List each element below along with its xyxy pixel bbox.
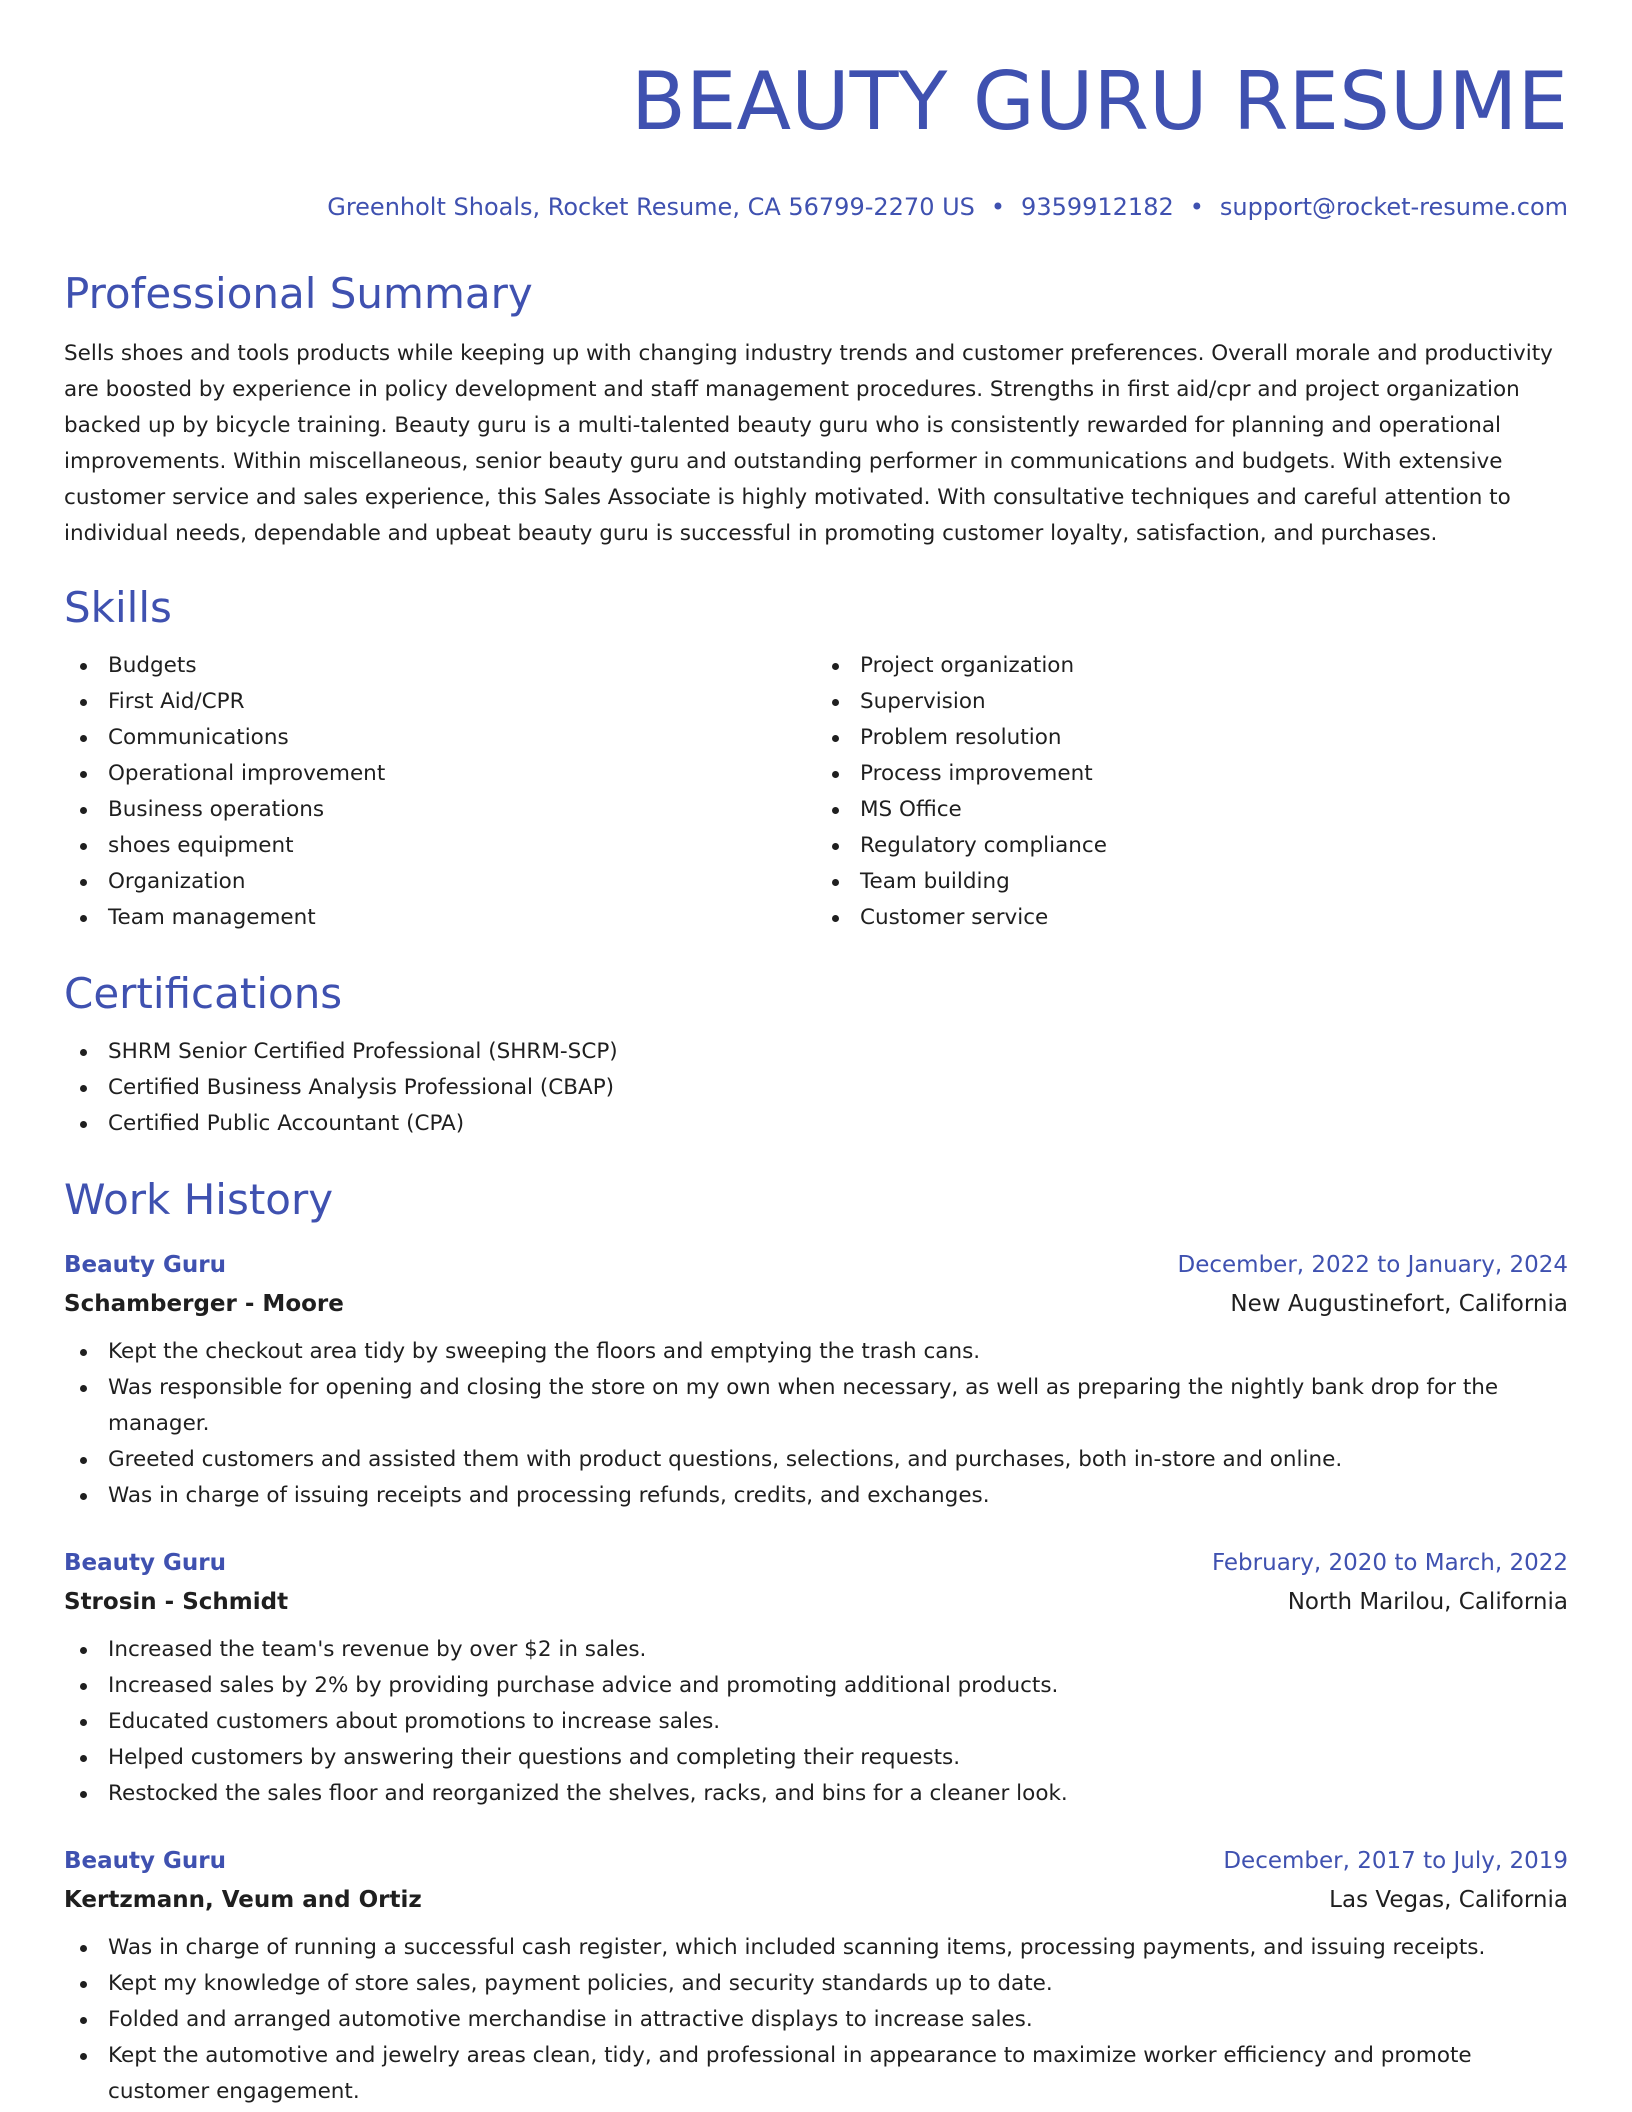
skill-item: Business operations — [108, 792, 816, 828]
job-duties-list — [64, 1334, 1568, 1514]
resume-header — [64, 0, 1568, 224]
summary-heading: Professional Summary — [64, 269, 533, 318]
job-duty-item: Was in charge of running a successful cash register, which included scanning items, processing payments, and issuing receipts. — [108, 1930, 1568, 1966]
job-duty-item: Restocked the sales floor and reorganized the shelves, racks, and bins for a cleaner look. — [108, 1776, 1568, 1812]
job-location: North Marilou, California — [1287, 1589, 1568, 1615]
skill-item: Supervision — [860, 684, 1568, 720]
job-duty-item: Educated customers about promotions to increase sales. — [108, 1704, 1568, 1740]
skill-item: First Aid/CPR — [108, 684, 816, 720]
skills-columns — [64, 648, 1568, 936]
skill-item: Organization — [108, 864, 816, 900]
job-duty-item: Increased the team's revenue by over $2 in sales. — [108, 1632, 1568, 1668]
skill-item: Operational improvement — [108, 756, 816, 792]
skill-item: Project organization — [860, 648, 1568, 684]
contact-line — [64, 190, 1568, 224]
job-duty-item: Was responsible for opening and closing the store on my own when necessary, as well as preparing the nightly bank drop for the manager. — [108, 1370, 1568, 1442]
skill-item: Communications — [108, 720, 816, 756]
skill-item: Regulatory compliance — [860, 828, 1568, 864]
skill-item: Team management — [108, 900, 816, 936]
work-history-list — [64, 1246, 1568, 2110]
job-employer-row — [64, 1880, 1568, 1920]
skills-list-left — [64, 648, 816, 936]
job-title-row — [64, 1544, 1568, 1582]
contact-separator: • — [990, 193, 1006, 221]
job-location: New Augustinefort, California — [1230, 1291, 1568, 1317]
resume-name: BEAUTY GURU RESUME — [630, 55, 1568, 148]
job-entry — [64, 1842, 1568, 2110]
job-duty-item: Folded and arranged automotive merchandise in attractive displays to increase sales. — [108, 2002, 1568, 2038]
work-history-heading: Work History — [64, 1175, 334, 1224]
skill-item: MS Office — [860, 792, 1568, 828]
contact-phone: 9359912182 — [1021, 193, 1174, 221]
contact-email: support@rocket-resume.com — [1219, 193, 1568, 221]
skills-heading: Skills — [64, 583, 172, 632]
job-dates: December, 2017 to July, 2019 — [1223, 1848, 1568, 1874]
job-duty-item: Helped customers by answering their questions and completing their requests. — [108, 1740, 1568, 1776]
job-employer: Kertzmann, Veum and Ortiz — [64, 1887, 422, 1913]
job-duty-item: Was in charge of issuing receipts and processing refunds, credits, and exchanges. — [108, 1478, 1568, 1514]
contact-separator: • — [1189, 193, 1204, 221]
job-duties-list — [64, 1930, 1568, 2110]
job-entry — [64, 1544, 1568, 1812]
job-duty-item: Kept the automotive and jewelry areas clean, tidy, and professional in appearance to maximize worker efficiency and promote customer engagement. — [108, 2038, 1568, 2110]
job-title-row — [64, 1246, 1568, 1284]
job-duties-list — [64, 1632, 1568, 1812]
certification-item: SHRM Senior Certified Professional (SHRM-SCP) — [108, 1034, 1568, 1070]
job-duty-item: Greeted customers and assisted them with product questions, selections, and purchases, both in-store and online. — [108, 1442, 1568, 1478]
job-dates: February, 2020 to March, 2022 — [1211, 1550, 1568, 1576]
skill-item: Team building — [860, 864, 1568, 900]
job-employer: Schamberger - Moore — [64, 1291, 344, 1317]
skill-item: Problem resolution — [860, 720, 1568, 756]
job-duty-item: Kept my knowledge of store sales, payment policies, and security standards up to date. — [108, 1966, 1568, 2002]
job-employer-row — [64, 1582, 1568, 1622]
certifications-heading: Certifications — [64, 969, 343, 1018]
skill-item: Customer service — [860, 900, 1568, 936]
certifications-list — [64, 1034, 1568, 1142]
job-entry — [64, 1246, 1568, 1514]
contact-address: Greenholt Shoals, Rocket Resume, CA 56799-2270 US — [327, 193, 975, 221]
job-title: Beauty Guru — [64, 1252, 226, 1278]
job-title-row — [64, 1842, 1568, 1880]
job-employer: Strosin - Schmidt — [64, 1589, 289, 1615]
skill-item: Process improvement — [860, 756, 1568, 792]
job-employer-row — [64, 1284, 1568, 1324]
certification-item: Certified Public Accountant (CPA) — [108, 1106, 1568, 1142]
certification-item: Certified Business Analysis Professional (CBAP) — [108, 1070, 1568, 1106]
job-duty-item: Kept the checkout area tidy by sweeping the floors and emptying the trash cans. — [108, 1334, 1568, 1370]
skills-list-right — [816, 648, 1568, 936]
skill-item: shoes equipment — [108, 828, 816, 864]
job-title: Beauty Guru — [64, 1848, 226, 1874]
skill-item: Budgets — [108, 648, 816, 684]
job-dates: December, 2022 to January, 2024 — [1177, 1252, 1568, 1278]
summary-text: Sells shoes and tools products while keeping up with changing industry trends and customer preferences. Overall morale and productivity are boosted by experience in policy development and staff management procedures. Strengths in first aid/cpr and project organization backed up by bicycle training. Beauty guru is a multi-talented beauty guru who is consistently rewarded for planning and operational improvements. Within miscellaneous, senior beauty guru and outstanding performer in communications and budgets. With extensive customer service and sales experience, this Sales Associate is highly motivated. With consultative techniques and careful attention to individual needs, dependable and upbeat beauty guru is successful in promoting customer loyalty, satisfaction, and purchases. — [64, 341, 1553, 546]
job-title: Beauty Guru — [64, 1550, 226, 1576]
job-duty-item: Increased sales by 2% by providing purchase advice and promoting additional products. — [108, 1668, 1568, 1704]
job-location: Las Vegas, California — [1329, 1887, 1568, 1913]
